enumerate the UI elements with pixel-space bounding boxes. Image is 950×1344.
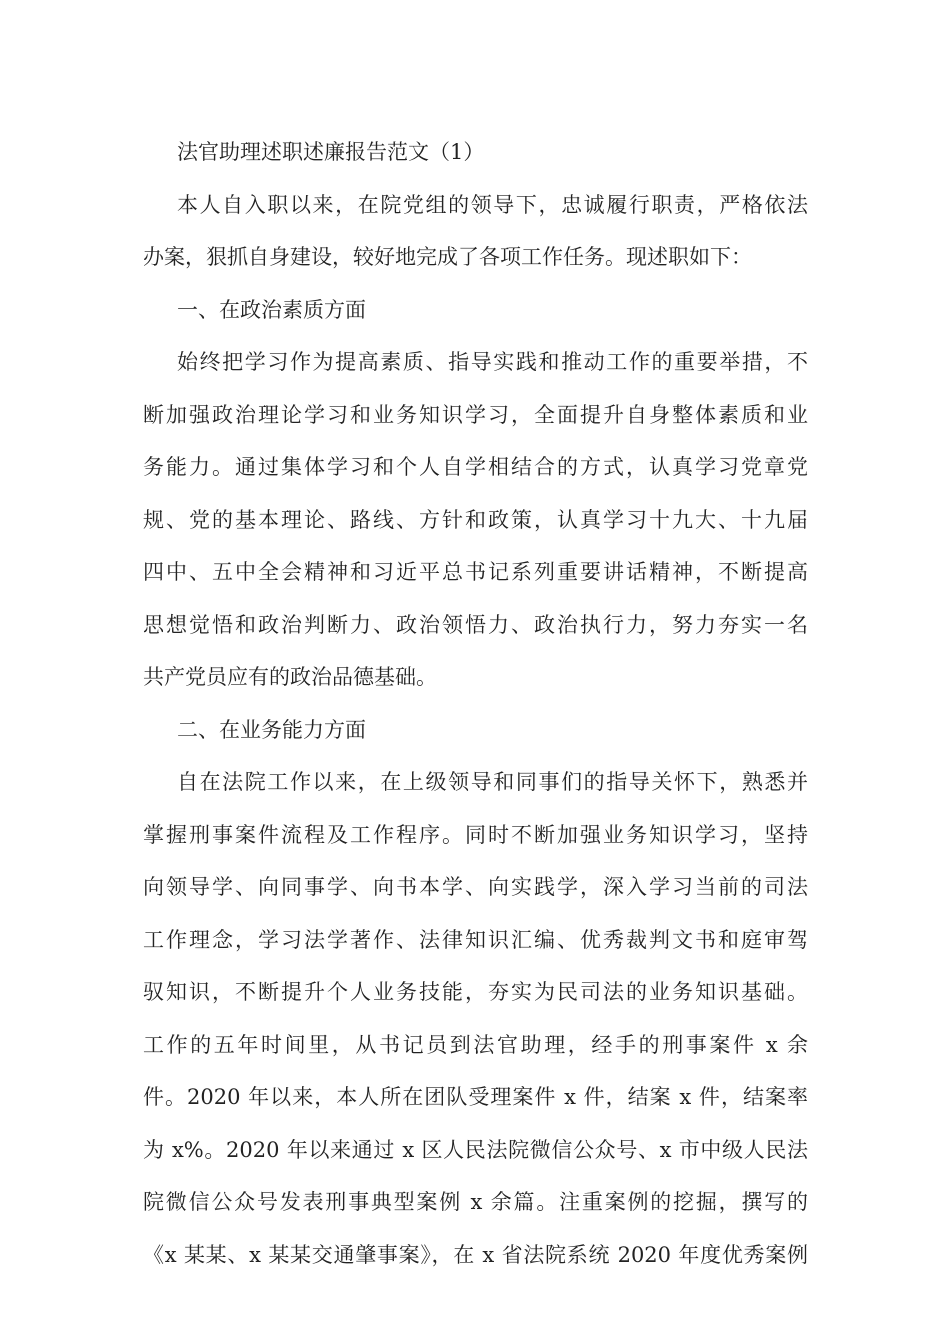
paragraph-line: 始终把学习作为提高素质、指导实践和推动工作的重要举措，不 — [177, 350, 808, 374]
paragraph-line: 向领导学、向同事学、向书本学、向实践学，深入学习当前的司法 — [143, 875, 808, 899]
paragraph-line: 《x 某某、x 某某交通肇事案》，在 x 省法院系统 2020 年度优秀案例 — [143, 1242, 808, 1267]
paragraph-line: 工作的五年时间里，从书记员到法官助理，经手的刑事案件 x 余 — [143, 1032, 808, 1057]
paragraph-political — [143, 336, 808, 704]
paragraph-line: 思想觉悟和政治判断力、政治领悟力、政治执行力，努力夯实一名 — [143, 612, 808, 637]
paragraph-line: 办案，狠抓自身建设，较好地完成了各项工作任务。现述职如下： — [143, 245, 752, 269]
paragraph-line: 规、党的基本理论、路线、方针和政策，认真学习十九大、十九届 — [143, 507, 808, 532]
paragraph-line: 为 x%。2020 年以来通过 x 区人民法院微信公众号、x 市中级人民法 — [143, 1137, 808, 1162]
paragraph-line: 院微信公众号发表刑事典型案例 x 余篇。注重案例的挖掘，撰写的 — [143, 1190, 808, 1214]
document-body — [143, 126, 808, 1281]
paragraph-line: 工作理念，学习法学著作、法律知识汇编、优秀裁判文书和庭审驾 — [143, 927, 808, 952]
paragraph-business — [143, 756, 808, 1281]
paragraph-line: 自在法院工作以来，在上级领导和同事们的指导关怀下，熟悉并 — [177, 770, 808, 794]
paragraph-line: 件。2020 年以来，本人所在团队受理案件 x 件，结案 x 件，结案率 — [143, 1085, 808, 1109]
section-heading-political: 一、在政治素质方面 — [177, 297, 366, 322]
section-heading-business: 二、在业务能力方面 — [177, 717, 366, 742]
document-title: 法官助理述职述廉报告范文（1） — [177, 140, 485, 164]
paragraph-line: 断加强政治理论学习和业务知识学习，全面提升自身整体素质和业 — [143, 402, 808, 427]
paragraph-line: 掌握刑事案件流程及工作程序。同时不断加强业务知识学习，坚持 — [143, 822, 808, 847]
paragraph-line: 本人自入职以来，在院党组的领导下，忠诚履行职责，严格依法 — [177, 192, 808, 217]
paragraph-intro — [143, 179, 808, 284]
paragraph-line: 四中、五中全会精神和习近平总书记系列重要讲话精神，不断提高 — [143, 560, 808, 584]
paragraph-line: 务能力。通过集体学习和个人自学相结合的方式，认真学习党章党 — [143, 455, 808, 479]
paragraph-line: 驭知识，不断提升个人业务技能，夯实为民司法的业务知识基础。 — [143, 980, 808, 1004]
paragraph-line: 共产党员应有的政治品德基础。 — [143, 665, 437, 689]
